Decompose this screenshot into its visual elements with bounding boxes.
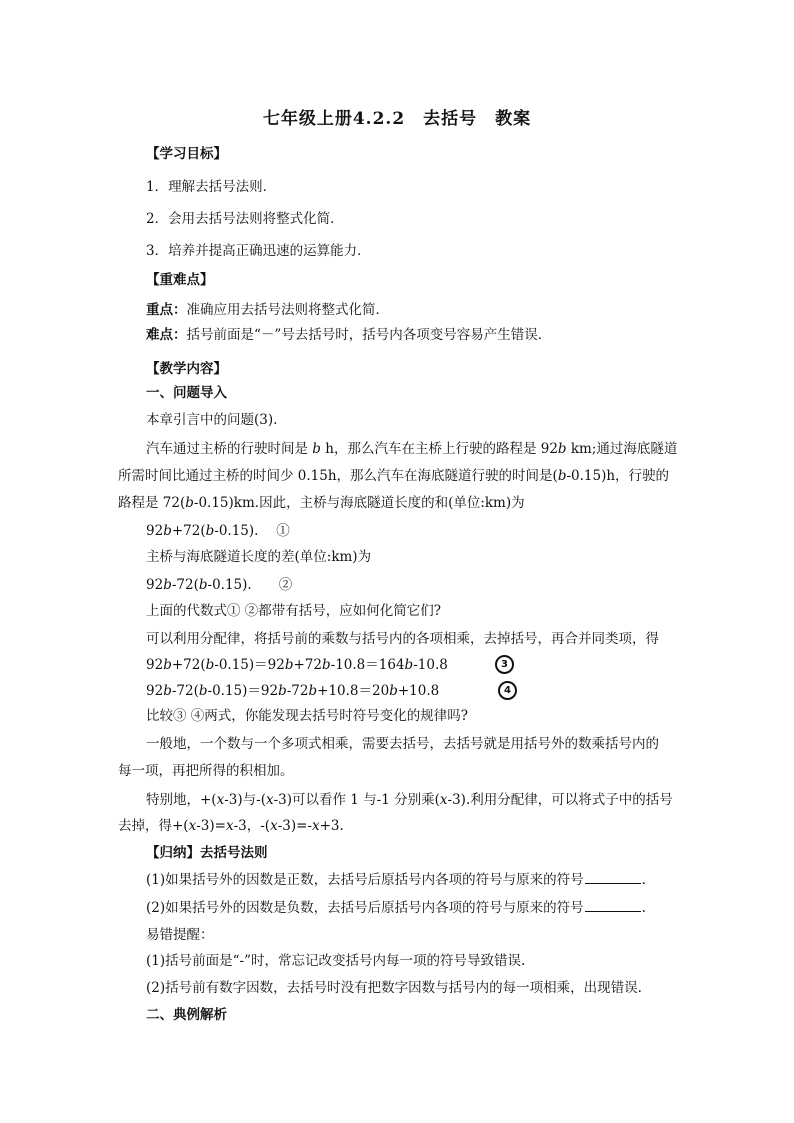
mistake-item-2: (2)括号前有数字因数，去括号时没有把数字因数与括号内的每一项相乘，出现错误. (146, 980, 642, 996)
part1-heading: 一、问题导入 (146, 385, 227, 401)
mistake-heading: 易错提醒： (146, 927, 214, 943)
section-content-heading: 【教学内容】 (146, 361, 227, 377)
difficult-label: 难点： (146, 327, 187, 343)
key-text: 准确应用去括号法则将整式化简． (186, 302, 389, 318)
expression-1: 92b+72(b-0.15). ① (146, 523, 290, 539)
general-text-line-2: 每一项，再把所得的积相加。 (118, 763, 294, 779)
fill-blank (585, 899, 641, 912)
part2-heading: 二、典例解析 (146, 1007, 227, 1023)
section-key-heading: 【重难点】 (146, 272, 214, 288)
rule-heading (146, 844, 268, 862)
fill-blank (585, 871, 641, 884)
page-title: 七年级上册4.2.2 去括号 教案 (262, 109, 532, 129)
paragraph-line: 路程是 72(b-0.15)km.因此，主桥与海底隧道长度的和(单位:km)为 (118, 495, 525, 511)
difficult-point (146, 326, 551, 344)
difference-intro: 主桥与海底隧道长度的差(单位:km)为 (146, 549, 372, 565)
goal-item: 3．培养并提高正确迅速的运算能力． (146, 243, 371, 259)
section-goals-heading: 【学习目标】 (146, 146, 227, 162)
rule-item-1: (1)如果括号外的因数是正数，去括号后原括号内各项的符号与原来的符号 . (146, 872, 646, 888)
expression-2: 92b-72(b-0.15). ② (146, 577, 293, 593)
paragraph-line: 汽车通过主桥的行驶时间是 b h，那么汽车在主桥上行驶的路程是 92b km;通过海底隧道 (146, 441, 678, 457)
equation-3: 92b+72(b-0.15)＝92b+72b-10.8＝164b-10.8 (146, 657, 448, 673)
rule-item-2: (2)如果括号外的因数是负数，去括号后原括号内各项的符号与原来的符号 . (146, 900, 646, 916)
rule-title: 去括号法则 (200, 845, 268, 861)
goal-item: 2．会用去括号法则将整式化简． (146, 211, 344, 227)
circled-number-4: 4 (498, 681, 517, 700)
mistake-item-1: (1)括号前面是“-”时，常忘记改变括号内每一项的符号导致错误. (146, 953, 526, 969)
goal-item: 1．理解去括号法则． (146, 179, 277, 195)
special-text-line-1: 特别地，+(x-3)与-(x-3)可以看作 1 与-1 分别乘(x-3).利用分配律，可以将式子中的括号 (146, 792, 673, 808)
compare-text: 比较③ ④两式，你能发现去括号时符号变化的规律吗? (146, 708, 469, 724)
equation-3-marker (495, 655, 514, 674)
key-point (146, 301, 389, 319)
paragraph-line: 所需时间比通过主桥的时间少 0.15h，那么汽车在海底隧道行驶的时间是(b-0.15)h，行驶的 (118, 468, 670, 484)
question-text: 上面的代数式① ②都带有括号，应如何化简它们? (146, 603, 442, 619)
difficult-text: 括号前面是“－”号去括号时，括号内各项变号容易产生错误． (186, 327, 552, 343)
special-text-line-2: 去掉，得+(x-3)=x-3，-(x-3)=-x+3. (118, 818, 344, 834)
method-text: 可以利用分配律，将括号前的乘数与括号内的各项相乘，去掉括号，再合并同类项，得 (146, 631, 659, 647)
intro-text: 本章引言中的问题(3). (146, 412, 278, 428)
equation-4: 92b-72(b-0.15)＝92b-72b+10.8＝20b+10.8 (146, 683, 440, 699)
circled-number-3: 3 (495, 655, 514, 674)
general-text-line-1: 一般地，一个数与一个多项式相乘，需要去括号，去括号就是用括号外的数乘括号内的 (146, 736, 659, 752)
rule-label: 【归纳】 (146, 845, 200, 861)
equation-4-marker (498, 681, 517, 700)
key-label: 重点： (146, 302, 187, 318)
